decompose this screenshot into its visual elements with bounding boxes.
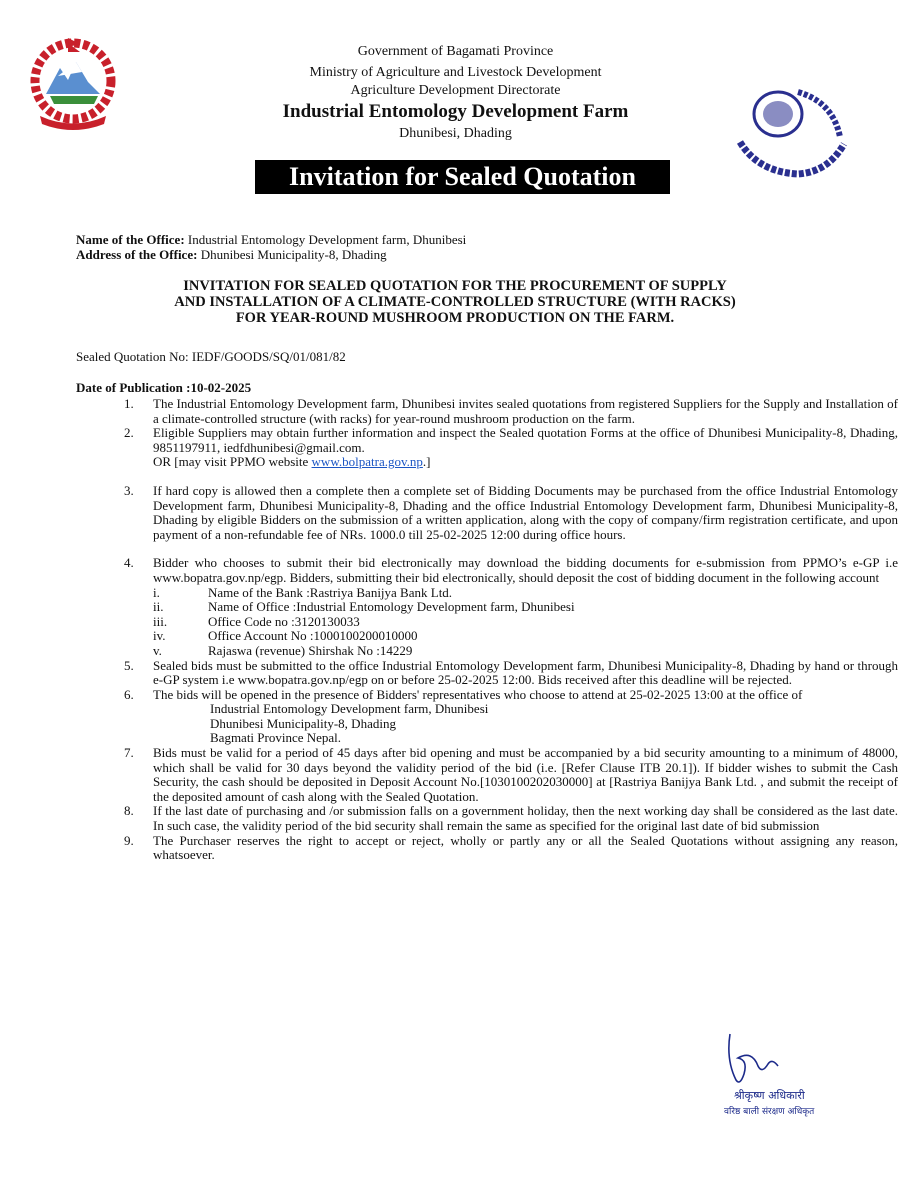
list-item [76,397,898,426]
office-name-label: Name of the Office: [76,232,185,247]
opening-address-line: Bagmati Province Nepal. [210,730,342,746]
item-number: 7. [124,745,134,761]
list-item [76,804,898,833]
office-address-label: Address of the Office: [76,247,198,262]
account-subitem [76,600,898,615]
item-text: Bidder who chooses to submit their bid electronically may download the bidding documents for e-submission from PPMO’s e-GP i.e www.bopatra.gov.np/egp. Bidders, submitting their bid electronically, should deposit the cost of bidding document in the following account [153,555,898,585]
opening-address-line: Dhunibesi Municipality-8, Dhading [210,715,396,731]
list-item [76,484,898,542]
item-number: 5. [124,657,134,673]
header-farm-name: Industrial Entomology Development Farm [282,101,629,122]
item-number: 9. [124,832,134,848]
subitem-number: v. [153,642,162,658]
header-directorate: Agriculture Development Directorate [350,83,561,98]
office-address-value: Dhunibesi Municipality-8, Dhading [197,247,387,262]
item-number: 6. [124,686,134,702]
account-subitem [76,644,898,659]
account-subitem [76,629,898,644]
subject-line-2: AND INSTALLATION OF A CLIMATE-CONTROLLED STRUCTURE (WITH RACKS) [174,294,736,310]
quotation-number: Sealed Quotation No: IEDF/GOODS/SQ/01/081/82 [76,349,346,364]
header-location: Dhunibesi, Dhading [399,126,512,141]
subitem-number: iv. [153,628,166,644]
list-item [76,426,898,470]
bolpatra-link[interactable]: www.bolpatra.gov.np [311,454,423,470]
subitem-text: Office Code no :3120130033 [208,613,360,629]
account-subitem [76,615,898,630]
item-text: Sealed bids must be submitted to the office Industrial Entomology Development farm, Dhunibesi Municipality-8, Dhading by hand or through e-GP system i.e www.bopatra.gov.np/egp on or before 25-02-2025 12:00. Bids received after this deadline will be rejected. [153,657,898,688]
office-name-value: Industrial Entomology Development farm, Dhunibesi [184,232,467,247]
subitem-text: Office Account No :1000100200010000 [208,628,418,644]
item-text: The Industrial Entomology Development farm, Dhunibesi invites sealed quotations from registered Suppliers for the Supply and Installation of a climate-controlled structure (with racks) for year-round mushroom production on the farm. [153,396,898,426]
list-item [76,659,898,688]
subitem-number: i. [153,584,160,600]
item-text: The Purchaser reserves the right to accept or reject, wholly or partly any or all the Sealed Quotations without assigning any reason, whatsoever. [153,832,898,863]
item-number: 8. [124,803,134,819]
subitem-text: Rajaswa (revenue) Shirshak No :14229 [208,642,413,658]
publication-date: Date of Publication :10-02-2025 [76,380,252,395]
list-item [76,556,898,658]
subitem-text: Name of Office :Industrial Entomology Development farm, Dhunibesi [208,599,575,615]
item-text: If the last date of purchasing and /or submission falls on a government holiday, then the next working day shall be considered as the last date. In such case, the validity period of the bid security shall remain the same as specified for the original last date of bid submission [153,803,898,834]
header-government: Government of Bagamati Province [357,44,554,59]
item-number: 2. [124,425,134,441]
office-address-line [76,248,836,263]
signatory-name: श्रीकृष्ण अधिकारी [734,1089,805,1102]
item-text: Eligible Suppliers may obtain further information and inspect the Sealed quotation Forms at the office of Dhunibesi Municipality-8, Dhading, 9851197911, iedfdhunibesi@gmail.com. [153,425,898,455]
document-title: Invitation for Sealed Quotation [255,160,670,194]
item-text: The bids will be opened in the presence of Bidders' representatives who choose to attend at 25-02-2025 13:00 at the office of [153,686,803,702]
item-number: 4. [124,555,134,571]
subject-line-1: INVITATION FOR SEALED QUOTATION FOR THE PROCUREMENT OF SUPPLY [183,278,727,294]
subject-line-3: FOR YEAR-ROUND MUSHROOM PRODUCTION ON THE FARM. [235,310,675,326]
account-subitem [76,586,898,601]
office-name-line [76,233,836,248]
item-number: 1. [124,396,134,411]
opening-address-line: Industrial Entomology Development farm, Dhunibesi [210,701,489,717]
signature-scribble [718,1030,788,1090]
item-text: If hard copy is allowed then a complete then a complete set of Bidding Documents may be purchased from the office Industrial Entomology Development farm, Dhunibesi Municipality-8, Dhading and the office Industrial Entomology Development farm, Dhunibesi Municipality-8, Dhading by eligible Bidders on the submission of a written application, along with the copy of company/firm registration certificate, and upon payment of a non-refundable fee of NRs. 1000.0 till 25-02-2025 12:00 during office hours. [153,482,898,542]
list-item [76,746,898,804]
items-list [76,397,898,863]
header-ministry: Ministry of Agriculture and Livestock Development [309,65,602,80]
list-item [76,834,898,863]
subitem-number: ii. [153,599,164,615]
ppmo-website-line [153,455,898,470]
item-number: 3. [124,482,134,498]
subject-heading [70,278,840,326]
subitem-number: iii. [153,613,168,629]
subitem-text: Name of the Bank :Rastriya Banijya Bank Ltd. [208,584,453,600]
signatory-designation: वरिष्ठ बाली संरक्षण अधिकृत [724,1107,815,1117]
or-suffix: .] [422,454,431,470]
item-text: Bids must be valid for a period of 45 days after bid opening and must be accompanied by a bid security amounting to a minimum of 48000, which shall be valid for 30 days beyond the validity period of the bid (i.e. [Refer Clause ITB 20.1]). If bidder wishes to submit the Cash Security, the cash should be deposited in Deposit Account No.[1030100202030000] at [Rastriya Banijya Bank Ltd. , and submit the receipt of the deposited amount of cash along with the Sealed Quotation. [153,745,898,804]
or-prefix: OR [may visit PPMO website [153,454,312,470]
list-item [76,688,898,746]
